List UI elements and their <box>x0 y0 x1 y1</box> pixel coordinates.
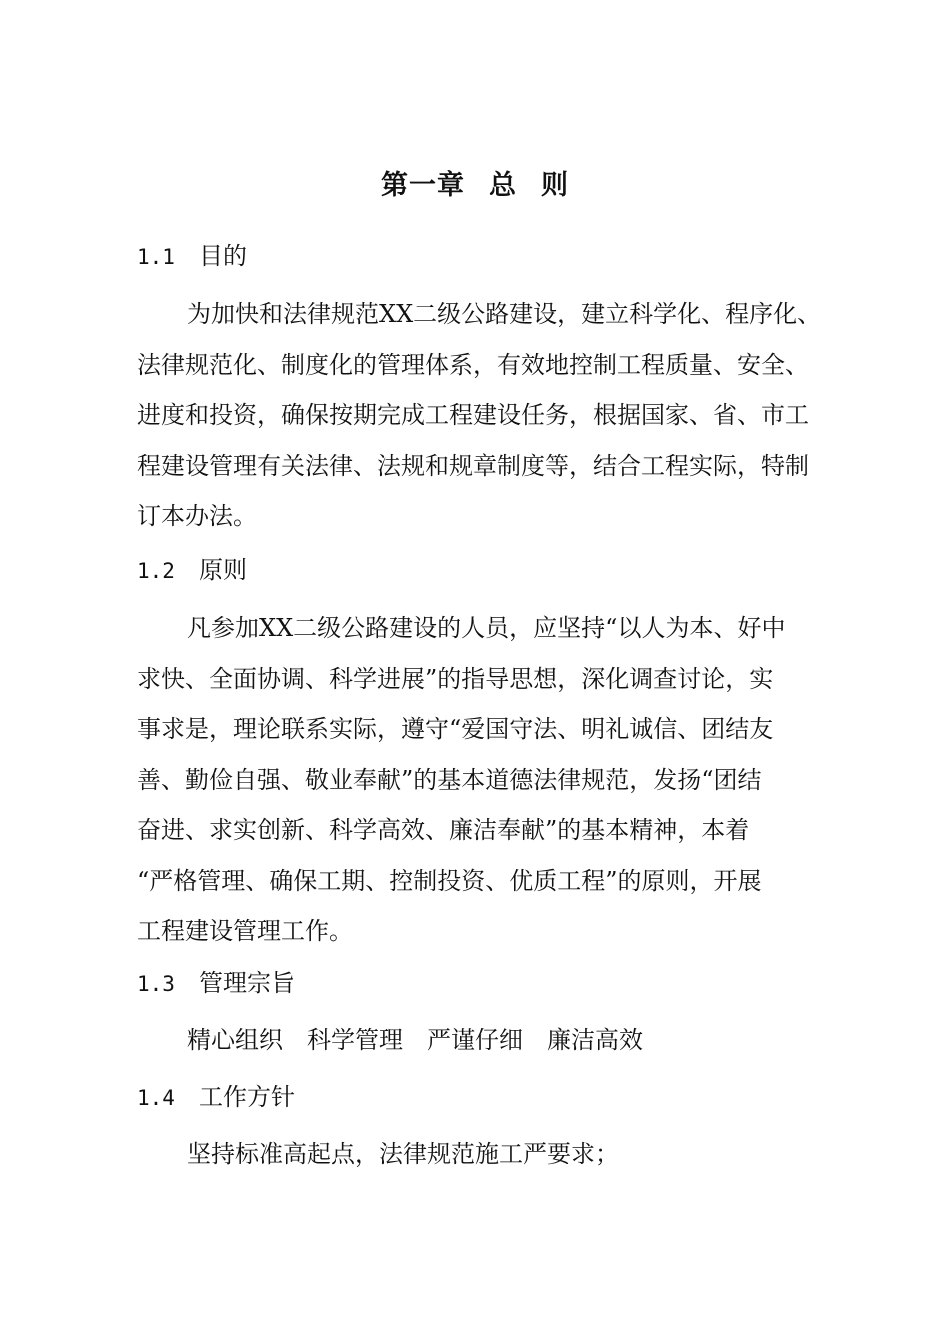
paragraph-line: “严格管理、确保工期、控制投资、优质工程”的原则，开展 <box>137 866 762 895</box>
section-title: 工作方针 <box>199 1083 295 1111</box>
section-heading-1-1 <box>137 240 247 273</box>
management-motto <box>187 1024 667 1056</box>
paragraph-line: 程建设管理有关法律、法规和规章制度等，结合工程实际，特制 <box>137 451 809 480</box>
chapter-title-number: 第一章 <box>381 170 465 201</box>
section-1-2-paragraph <box>137 603 857 957</box>
motto-item: 精心组织 <box>187 1026 283 1054</box>
chapter-title-word-2: 则 <box>541 170 569 201</box>
section-title: 原则 <box>199 556 247 584</box>
section-heading-1-2 <box>137 554 247 587</box>
paragraph-line: 奋进、求实创新、科学高效、廉洁奉献”的基本精神，本着 <box>137 816 750 844</box>
paragraph-line: 法律规范化、制度化的管理体系，有效地控制工程质量、安全、 <box>137 350 809 379</box>
paragraph-line: 求快、全面协调、科学进展”的指导思想，深化调查讨论，实 <box>137 664 774 693</box>
chapter-title-word-1: 总 <box>489 170 517 201</box>
section-number: 1.4 <box>137 1086 175 1110</box>
section-1-1-paragraph <box>137 289 857 542</box>
work-policy-text: 坚持标准高起点，法律规范施工严要求； <box>187 1140 619 1168</box>
motto-item: 科学管理 <box>307 1026 403 1054</box>
section-number: 1.2 <box>137 559 175 583</box>
section-heading-1-4 <box>137 1081 295 1114</box>
chapter-title <box>0 166 950 206</box>
paragraph-line: 善、勤俭自强、敬业奉献”的基本道德法律规范，发扬“团结 <box>137 765 762 794</box>
section-title: 管理宗旨 <box>199 969 295 997</box>
paragraph-line: 进度和投资，确保按期完成工程建设任务，根据国家、省、市工 <box>137 401 809 429</box>
paragraph-line: 事求是，理论联系实际，遵守“爱国守法、明礼诚信、团结友 <box>137 715 774 743</box>
motto-item: 严谨仔细 <box>427 1026 523 1054</box>
section-number: 1.1 <box>137 245 175 269</box>
paragraph-line: 为加快和法律规范XX二级公路建设，建立科学化、程序化、 <box>187 300 822 328</box>
paragraph-line: 凡参加XX二级公路建设的人员，应坚持“以人为本、好中 <box>187 614 786 642</box>
paragraph-line: 订本办法。 <box>137 502 257 530</box>
section-number: 1.3 <box>137 972 175 996</box>
section-heading-1-3 <box>137 967 295 1000</box>
motto-item: 廉洁高效 <box>547 1026 643 1054</box>
section-title: 目的 <box>199 242 247 270</box>
paragraph-line: 工程建设管理工作。 <box>137 917 353 945</box>
